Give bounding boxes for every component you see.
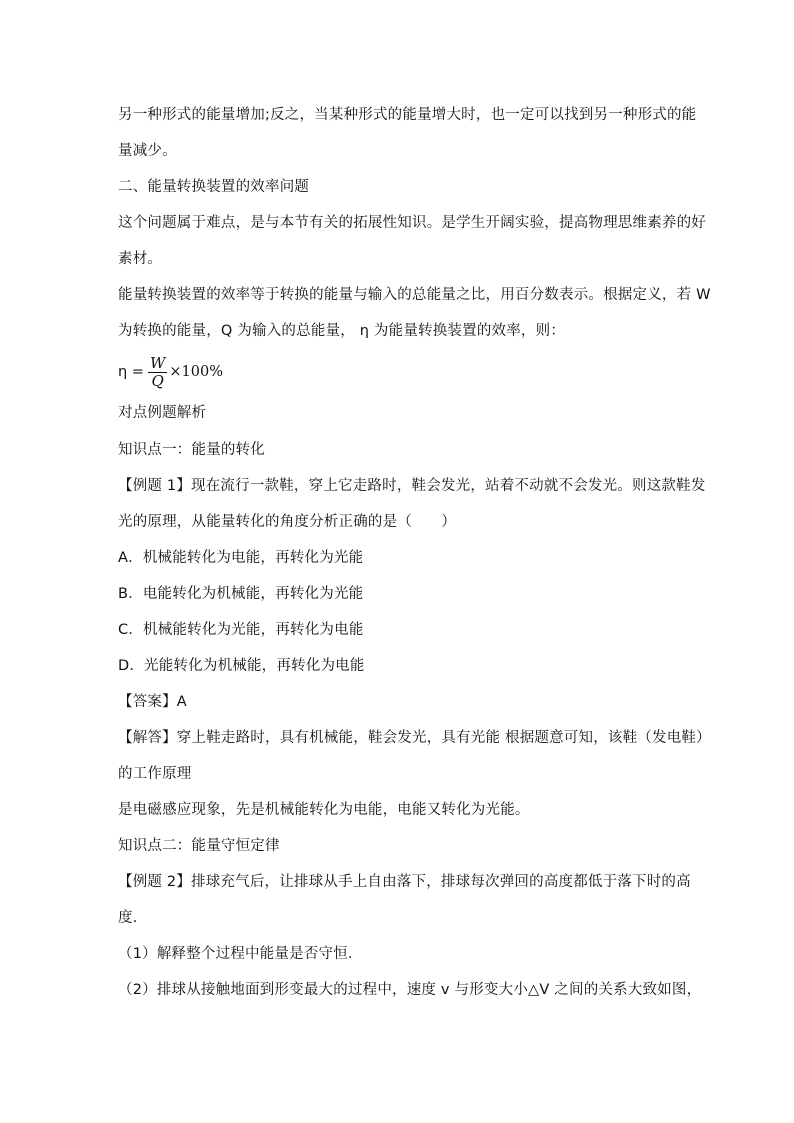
formula-rhs: ×100% — [169, 364, 223, 380]
example-question: 度． — [118, 910, 148, 926]
paragraph-line: 这个问题属于难点，是与本节有关的拓展性知识。是学生开阔实验，提高物理思维素养的好 — [118, 215, 706, 231]
formula-denominator: Q — [151, 371, 164, 390]
efficiency-formula — [118, 350, 223, 394]
example-question: 【例题 2】排球充气后，让排球从手上自由落下，排球每次弹回的高度都低于落下时的高 — [118, 874, 691, 890]
knowledge-point-heading: 知识点一：能量的转化 — [118, 442, 265, 458]
paragraph-line: 素材。 — [118, 251, 163, 267]
paragraph-line: 能量转换装置的效率等于转换的能量与输入的总能量之比，用百分数表示。根据定义，若 W — [118, 287, 711, 303]
example-question: 【例题 1】现在流行一款鞋，穿上它走路时，鞋会发光，站着不动就不会发光。则这款鞋发 — [118, 478, 706, 494]
answer-line: 【答案】A — [118, 694, 187, 710]
solution-line: 的工作原理 — [118, 766, 192, 782]
solution-line: 是电磁感应现象，先是机械能转化为电能，电能又转化为光能。 — [118, 802, 530, 818]
formula-fraction — [148, 355, 167, 390]
solution-line: 【解答】穿上鞋走路时，具有机械能，鞋会发光，具有光能 根据题意可知，该鞋（发电鞋） — [118, 730, 711, 746]
section-heading: 二、能量转换装置的效率问题 — [118, 179, 310, 195]
option-b: B．电能转化为机械能，再转化为光能 — [118, 586, 364, 602]
knowledge-point-heading: 知识点二：能量守恒定律 — [118, 838, 280, 854]
option-c: C．机械能转化为光能，再转化为电能 — [118, 622, 364, 638]
paragraph-line: 量减少。 — [118, 143, 177, 159]
formula-numerator: W — [149, 353, 166, 372]
paragraph-line: 为转换的能量，Q 为输入的总能量， η 为能量转换装置的效率，则： — [118, 323, 566, 339]
example-question: 光的原理，从能量转化的角度分析正确的是（ ） — [118, 514, 457, 530]
formula-lhs: η = — [118, 364, 144, 380]
section-heading: 对点例题解析 — [118, 405, 207, 421]
sub-question: （1）解释整个过程中能量是否守恒． — [118, 946, 363, 962]
paragraph-line: 另一种形式的能量增加;反之，当某种形式的能量增大时，也一定可以找到另一种形式的能 — [118, 107, 697, 123]
option-d: D．光能转化为机械能，再转化为电能 — [118, 658, 365, 674]
option-a: A．机械能转化为电能，再转化为光能 — [118, 550, 364, 566]
sub-question: （2）排球从接触地面到形变最大的过程中，速度 v 与形变大小△V 之间的关系大致如图， — [118, 982, 702, 998]
